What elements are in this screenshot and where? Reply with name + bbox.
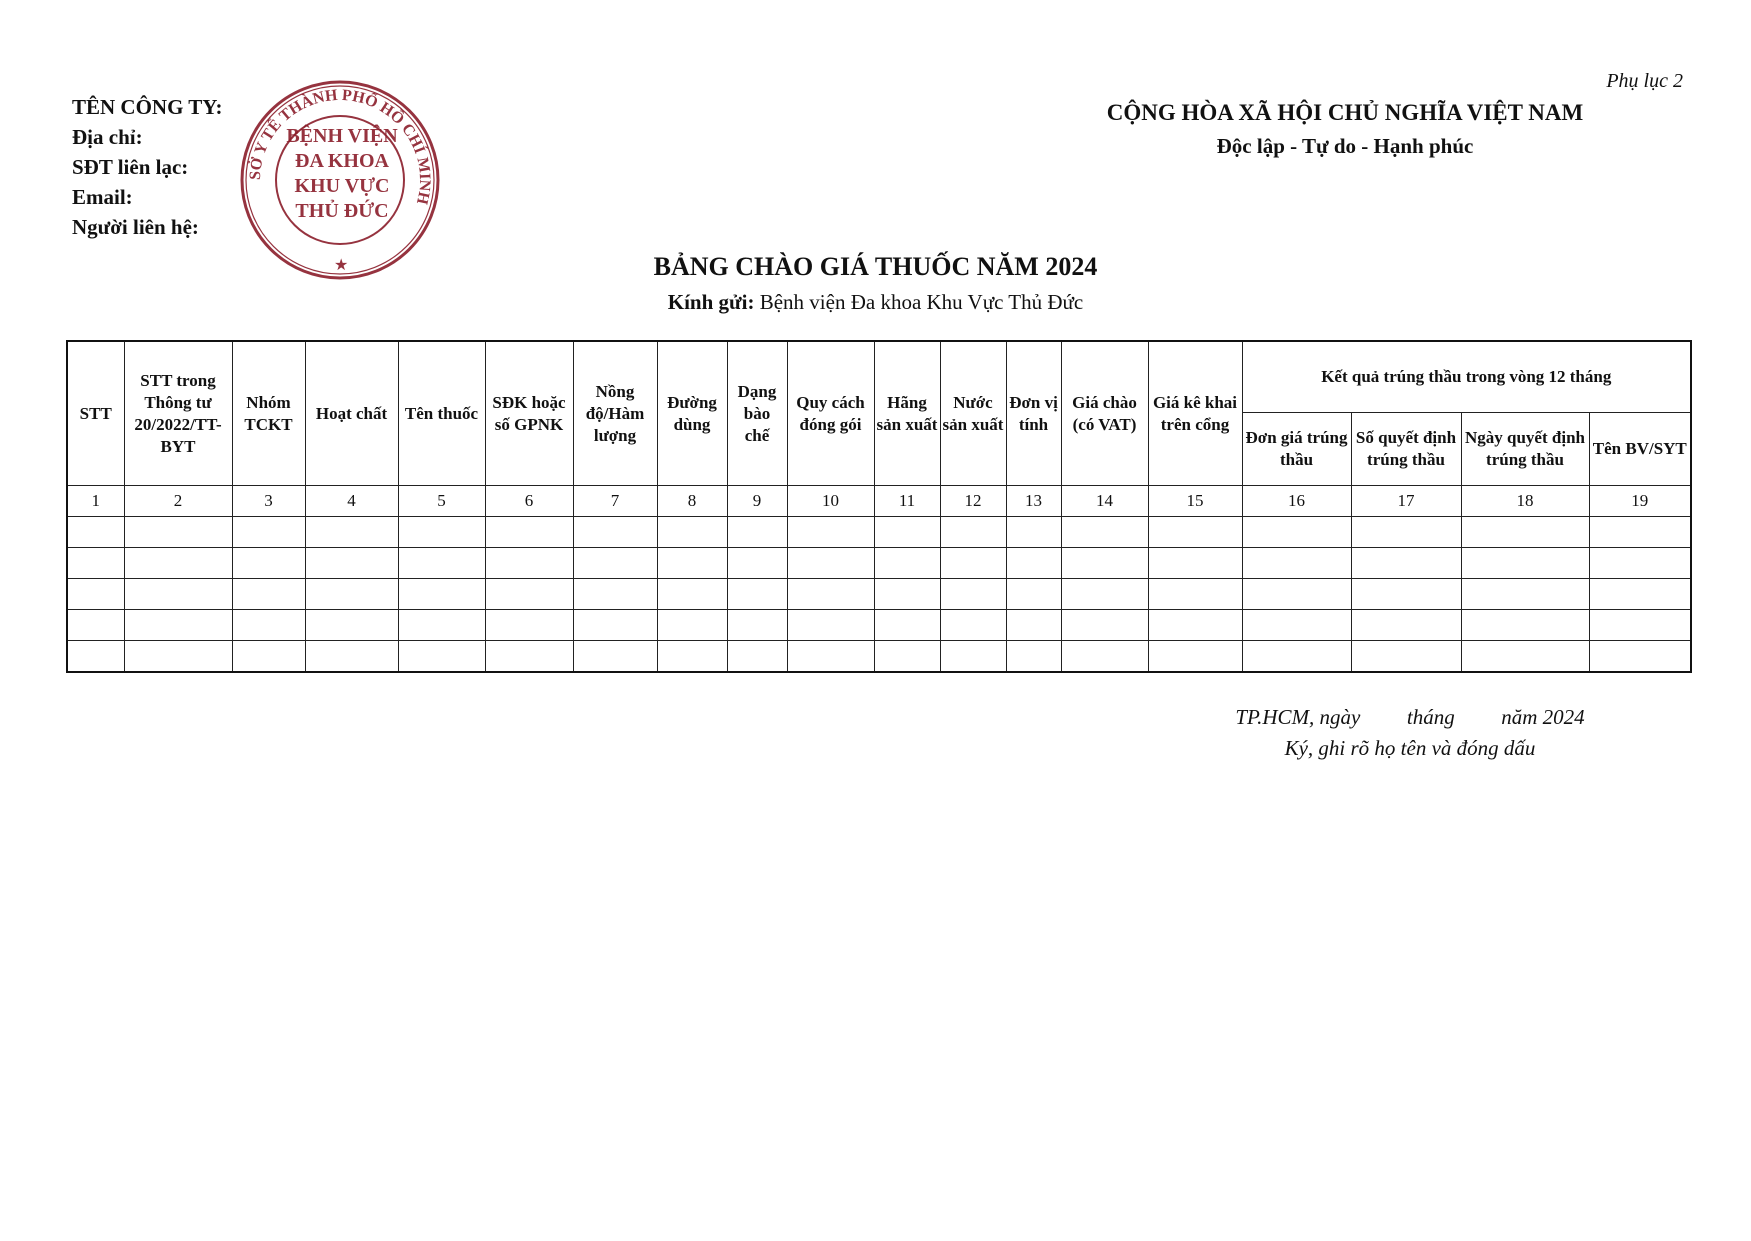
column-header: Giá kê khai trên cổng — [1148, 341, 1242, 486]
table-row — [67, 579, 1691, 610]
column-number: 11 — [874, 486, 940, 517]
table-cell[interactable] — [124, 548, 232, 579]
column-header: Nhóm TCKT — [232, 341, 305, 486]
column-number: 9 — [727, 486, 787, 517]
column-number: 14 — [1061, 486, 1148, 517]
table-cell[interactable] — [573, 517, 657, 548]
document-title: BẢNG CHÀO GIÁ THUỐC NĂM 2024 — [653, 252, 1098, 281]
table-cell[interactable] — [573, 641, 657, 673]
table-cell[interactable] — [1006, 548, 1061, 579]
table-cell[interactable] — [67, 610, 124, 641]
column-header: Đơn vị tính — [1006, 341, 1061, 486]
column-header: Giá chào (có VAT) — [1061, 341, 1148, 486]
table-cell[interactable] — [940, 517, 1006, 548]
table-cell[interactable] — [305, 641, 398, 673]
column-number: 10 — [787, 486, 874, 517]
table-cell[interactable] — [1461, 610, 1589, 641]
svg-text:ĐA KHOA: ĐA KHOA — [295, 150, 389, 172]
column-header: Đường dùng — [657, 341, 727, 486]
table-cell[interactable] — [1461, 548, 1589, 579]
table-cell[interactable] — [940, 641, 1006, 673]
table-cell[interactable] — [874, 641, 940, 673]
table-cell[interactable] — [305, 579, 398, 610]
table-cell[interactable] — [398, 548, 485, 579]
table-cell[interactable] — [67, 641, 124, 673]
signature-year: năm 2024 — [1501, 705, 1585, 729]
table-cell[interactable] — [940, 548, 1006, 579]
table-cell[interactable] — [1006, 610, 1061, 641]
table-cell[interactable] — [1589, 641, 1691, 673]
table-row — [67, 641, 1691, 673]
table-cell[interactable] — [727, 548, 787, 579]
table-cell[interactable] — [1061, 548, 1148, 579]
table-cell[interactable] — [874, 579, 940, 610]
company-address-label: Địa chỉ: — [72, 125, 143, 149]
table-cell[interactable] — [305, 610, 398, 641]
column-subheader: Tên BV/SYT — [1589, 413, 1691, 486]
column-number: 8 — [657, 486, 727, 517]
column-header: Tên thuốc — [398, 341, 485, 486]
signature-date — [1180, 702, 1640, 733]
table-cell[interactable] — [1351, 610, 1461, 641]
table-cell[interactable] — [1461, 517, 1589, 548]
table-cell[interactable] — [573, 579, 657, 610]
table-cell[interactable] — [657, 579, 727, 610]
table-cell[interactable] — [232, 579, 305, 610]
column-header: Hãng sản xuất — [874, 341, 940, 486]
signature-place: TP.HCM, ngày — [1235, 705, 1361, 729]
table-cell[interactable] — [1461, 641, 1589, 673]
column-number: 13 — [1006, 486, 1061, 517]
table-cell[interactable] — [1148, 610, 1242, 641]
table-cell[interactable] — [398, 579, 485, 610]
table-cell[interactable] — [67, 548, 124, 579]
table-cell[interactable] — [940, 610, 1006, 641]
column-header: Hoạt chất — [305, 341, 398, 486]
table-cell[interactable] — [727, 579, 787, 610]
column-header: SĐK hoặc số GPNK — [485, 341, 573, 486]
table-cell[interactable] — [573, 610, 657, 641]
column-number: 15 — [1148, 486, 1242, 517]
table-cell[interactable] — [232, 517, 305, 548]
table-cell[interactable] — [1148, 517, 1242, 548]
table-cell[interactable] — [1351, 548, 1461, 579]
table-cell[interactable] — [874, 517, 940, 548]
national-slogan: Độc lập - Tự do - Hạnh phúc — [1216, 134, 1474, 158]
column-number: 17 — [1351, 486, 1461, 517]
table-row — [67, 548, 1691, 579]
column-subheader: Số quyết định trúng thầu — [1351, 413, 1461, 486]
table-cell[interactable] — [485, 641, 573, 673]
table-cell[interactable] — [657, 641, 727, 673]
column-number-row — [67, 486, 1691, 517]
table-cell[interactable] — [787, 517, 874, 548]
table-cell[interactable] — [1589, 610, 1691, 641]
recipient-value: Bệnh viện Đa khoa Khu Vực Thủ Đức — [759, 290, 1084, 314]
table-cell[interactable] — [124, 517, 232, 548]
table-cell[interactable] — [787, 548, 874, 579]
column-number: 1 — [67, 486, 124, 517]
table-cell[interactable] — [573, 548, 657, 579]
table-row — [67, 517, 1691, 548]
table-cell[interactable] — [1006, 579, 1061, 610]
table-cell[interactable] — [485, 579, 573, 610]
company-name-label: TÊN CÔNG TY: — [72, 95, 223, 119]
table-row — [67, 610, 1691, 641]
table-cell[interactable] — [232, 641, 305, 673]
column-header: STT — [67, 341, 124, 486]
table-cell[interactable] — [874, 548, 940, 579]
table-cell[interactable] — [398, 641, 485, 673]
table-cell[interactable] — [485, 517, 573, 548]
column-number: 6 — [485, 486, 573, 517]
table-cell[interactable] — [232, 610, 305, 641]
table-cell[interactable] — [787, 610, 874, 641]
table-cell[interactable] — [67, 579, 124, 610]
table-cell[interactable] — [874, 610, 940, 641]
table-cell[interactable] — [787, 641, 874, 673]
signature-block — [1180, 702, 1640, 764]
table-cell[interactable] — [1351, 579, 1461, 610]
table-cell[interactable] — [1006, 641, 1061, 673]
table-cell[interactable] — [1061, 517, 1148, 548]
company-email-label: Email: — [72, 185, 133, 209]
table-cell[interactable] — [485, 610, 573, 641]
svg-text:THỦ ĐỨC: THỦ ĐỨC — [295, 200, 389, 222]
column-header: Quy cách đóng gói — [787, 341, 874, 486]
table-cell[interactable] — [1061, 579, 1148, 610]
table-cell[interactable] — [1351, 641, 1461, 673]
table-cell[interactable] — [1006, 517, 1061, 548]
column-header: Nồng độ/Hàm lượng — [573, 341, 657, 486]
table-cell[interactable] — [305, 517, 398, 548]
column-number: 5 — [398, 486, 485, 517]
column-subheader: Ngày quyết định trúng thầu — [1461, 413, 1589, 486]
table-cell[interactable] — [657, 517, 727, 548]
group-header-bid-results: Kết quả trúng thầu trong vòng 12 tháng — [1242, 341, 1691, 413]
table-cell[interactable] — [398, 517, 485, 548]
table-cell[interactable] — [485, 548, 573, 579]
table-cell[interactable] — [940, 579, 1006, 610]
column-number: 7 — [573, 486, 657, 517]
table-cell[interactable] — [124, 641, 232, 673]
table-cell[interactable] — [1061, 610, 1148, 641]
table-cell[interactable] — [1242, 517, 1351, 548]
column-number: 3 — [232, 486, 305, 517]
table-cell[interactable] — [727, 517, 787, 548]
company-contact-label: Người liên hệ: — [72, 215, 199, 239]
table-cell[interactable] — [1351, 517, 1461, 548]
national-title: CỘNG HÒA XÃ HỘI CHỦ NGHĨA VIỆT NAM — [1106, 100, 1584, 125]
appendix-label: Phụ lục 2 — [1606, 70, 1683, 92]
table-cell[interactable] — [1461, 579, 1589, 610]
table-cell[interactable] — [1589, 579, 1691, 610]
table-cell[interactable] — [727, 641, 787, 673]
column-header: Nước sản xuất — [940, 341, 1006, 486]
table-cell[interactable] — [1148, 548, 1242, 579]
table-cell[interactable] — [657, 610, 727, 641]
table-cell[interactable] — [398, 610, 485, 641]
svg-text:BỆNH VIỆN: BỆNH VIỆN — [286, 125, 398, 147]
svg-text:★: ★ — [334, 257, 349, 274]
table-cell[interactable] — [232, 548, 305, 579]
column-number: 2 — [124, 486, 232, 517]
table-cell[interactable] — [787, 579, 874, 610]
column-number: 18 — [1461, 486, 1589, 517]
company-info-block — [72, 92, 223, 242]
table-cell[interactable] — [1242, 548, 1351, 579]
table-cell[interactable] — [67, 517, 124, 548]
column-number: 19 — [1589, 486, 1691, 517]
signature-month: tháng — [1406, 705, 1455, 729]
table-header-row — [67, 341, 1691, 413]
svg-text:SỞ Y TẾ THÀNH PHỐ HỒ CHÍ MINH: SỞ Y TẾ THÀNH PHỐ HỒ CHÍ MINH — [246, 86, 434, 206]
company-phone-label: SĐT liên lạc: — [72, 155, 189, 179]
table-cell[interactable] — [305, 548, 398, 579]
signature-instruction: Ký, ghi rõ họ tên và đóng dấu — [1284, 736, 1536, 760]
column-number: 16 — [1242, 486, 1351, 517]
table-cell[interactable] — [124, 579, 232, 610]
column-subheader: Đơn giá trúng thầu — [1242, 413, 1351, 486]
table-cell[interactable] — [1148, 641, 1242, 673]
table-cell[interactable] — [1061, 641, 1148, 673]
table-cell[interactable] — [1242, 579, 1351, 610]
table-cell[interactable] — [1242, 641, 1351, 673]
table-cell[interactable] — [1242, 610, 1351, 641]
table-cell[interactable] — [1148, 579, 1242, 610]
table-cell[interactable] — [657, 548, 727, 579]
recipient-line — [0, 290, 1751, 315]
column-number: 12 — [940, 486, 1006, 517]
column-number: 4 — [305, 486, 398, 517]
table-cell[interactable] — [1589, 548, 1691, 579]
price-quote-table — [66, 340, 1692, 673]
table-cell[interactable] — [124, 610, 232, 641]
column-header: Dạng bào chế — [727, 341, 787, 486]
table-cell[interactable] — [727, 610, 787, 641]
recipient-label: Kính gửi: — [667, 290, 755, 314]
column-header: STT trong Thông tư 20/2022/TT-BYT — [124, 341, 232, 486]
svg-text:KHU VỰC: KHU VỰC — [294, 175, 390, 197]
national-motto — [1000, 100, 1690, 159]
table-cell[interactable] — [1589, 517, 1691, 548]
